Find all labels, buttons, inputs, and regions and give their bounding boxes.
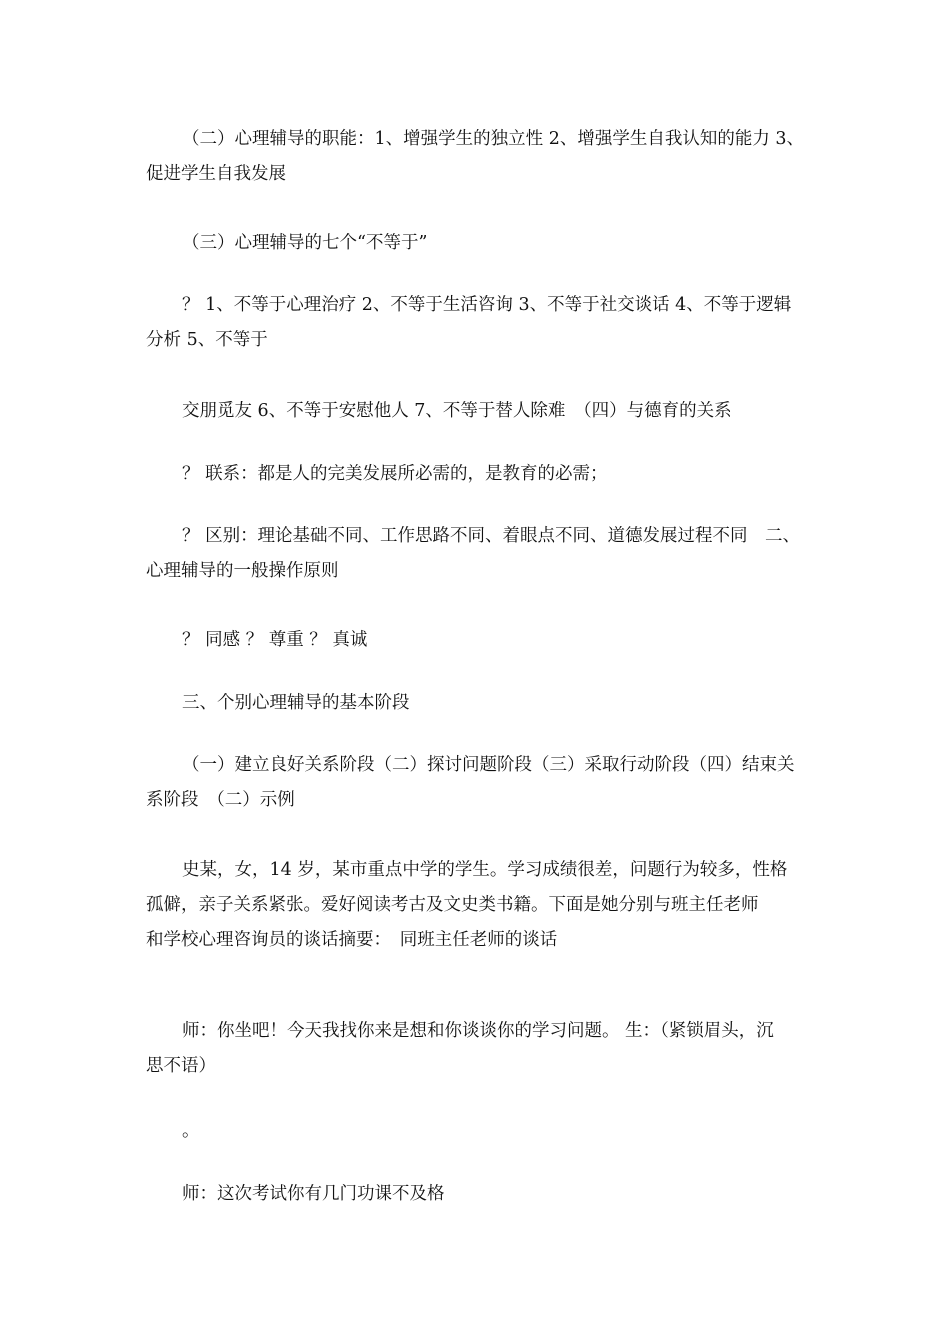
text-line: （三）心理辅导的七个“不等于” — [182, 233, 428, 253]
text-line: ？ 同感 ？ 尊重 ？ 真诚 — [182, 630, 368, 650]
text-line: 师：这次考试你有几门功课不及格 — [182, 1184, 445, 1204]
paragraph-not-equal-continued — [146, 394, 806, 429]
text-line: ？ 1、不等于心理治疗 2、不等于生活咨询 3、不等于社交谈话 4、不等于逻辑 — [182, 295, 792, 315]
paragraph-period — [146, 1114, 806, 1149]
paragraph-case-description — [146, 853, 806, 958]
text-line: 心理辅导的一般操作原则 — [146, 561, 339, 581]
text-line: 和学校心理咨询员的谈话摘要： 同班主任老师的谈话 — [146, 930, 558, 950]
text-line: 三、个别心理辅导的基本阶段 — [182, 693, 410, 713]
paragraph-relation-connection — [146, 457, 806, 492]
text-line: ？ 联系：都是人的完美发展所必需的，是教育的必需； — [182, 464, 608, 484]
paragraph-counseling-functions — [146, 122, 806, 192]
text-line: 促进学生自我发展 — [146, 164, 286, 184]
paragraph-relation-difference — [146, 519, 806, 589]
paragraph-not-equal-list — [146, 288, 806, 358]
text-line: 分析 5、不等于 — [146, 330, 268, 350]
text-line: 交朋觅友 6、不等于安慰他人 7、不等于替人除难 （四）与德育的关系 — [182, 401, 732, 421]
text-line: 师：你坐吧！今天我找你来是想和你谈谈你的学习问题。 生：（紧锁眉头，沉 — [182, 1021, 774, 1041]
paragraph-dialogue-teacher-1 — [146, 1014, 806, 1084]
paragraph-dialogue-teacher-2 — [146, 1177, 806, 1212]
paragraph-seven-not-equal-heading — [146, 226, 806, 261]
text-line: （二）心理辅导的职能：1、增强学生的独立性 2、增强学生自我认知的能力 3、 — [182, 129, 805, 149]
text-line: （一）建立良好关系阶段（二）探讨问题阶段（三）采取行动阶段（四）结束关 — [182, 755, 795, 775]
text-line: 思不语） — [146, 1056, 216, 1076]
text-line: 系阶段 （二）示例 — [146, 790, 295, 810]
paragraph-principles — [146, 623, 806, 658]
text-line: 孤僻，亲子关系紧张。爱好阅读考古及文史类书籍。下面是她分别与班主任老师 — [146, 895, 759, 915]
paragraph-stages-list — [146, 748, 806, 818]
section-heading-basic-stages — [146, 686, 806, 721]
text-line: ？ 区别：理论基础不同、工作思路不同、着眼点不同、道德发展过程不同 二、 — [182, 526, 801, 546]
text-line: 史某，女，14 岁，某市重点中学的学生。学习成绩很差，问题行为较多，性格 — [182, 860, 788, 880]
text-line: 。 — [182, 1121, 200, 1141]
